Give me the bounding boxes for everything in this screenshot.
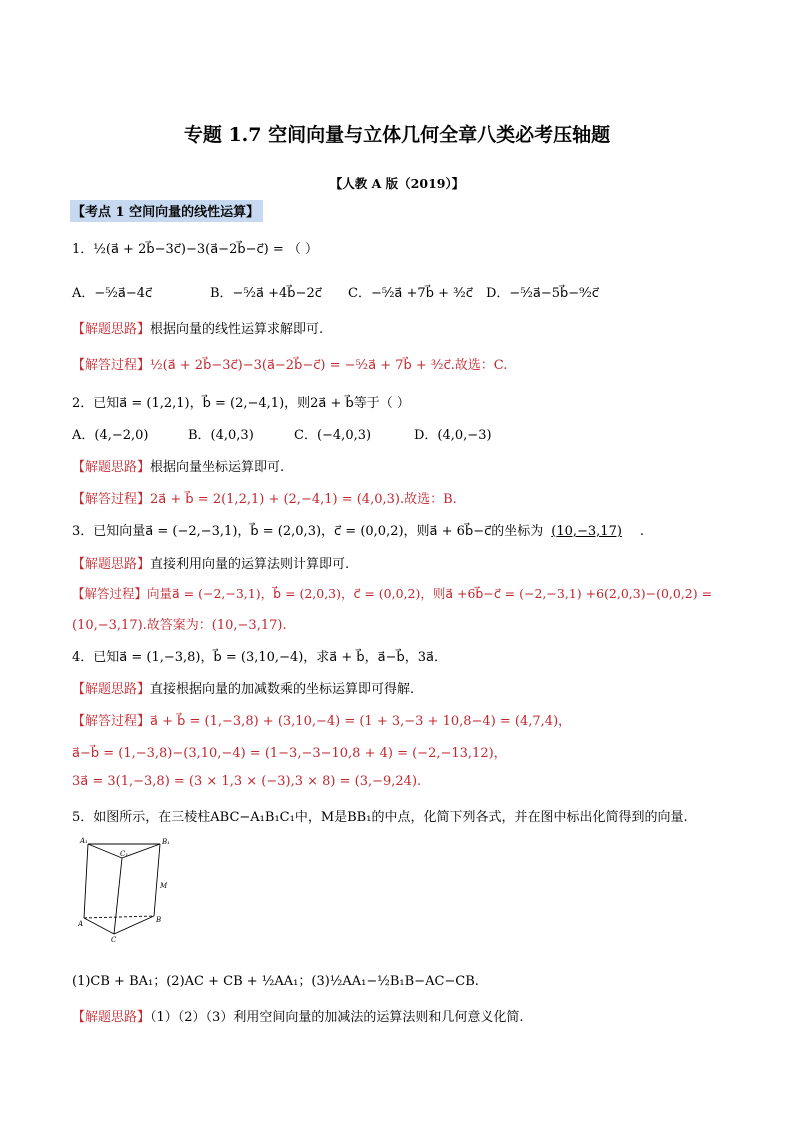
q3-stem-end: . <box>639 524 645 539</box>
q1-option-c: C．−⁵⁄₂a⃗ +7b⃗ + ³⁄₂c⃗ <box>348 286 473 301</box>
q3-process-line1 <box>72 584 712 602</box>
q2-option-b: B．(4,0,3) <box>188 428 254 443</box>
q2-option-c: C．(−4,0,3) <box>294 428 372 443</box>
label-b: B <box>156 916 162 924</box>
label-a: A <box>78 920 84 928</box>
idea-tag: 【解题思路】 <box>72 460 151 475</box>
idea-text: （1）（2）（3）利用空间向量的加减法的运算法则和几何意义化简. <box>150 1010 524 1025</box>
idea-text: 根据向量的线性运算求解即可. <box>150 322 324 337</box>
idea-tag: 【解题思路】 <box>72 322 151 337</box>
q1-idea <box>72 318 323 337</box>
edge-a1a <box>84 844 88 918</box>
idea-text: 直接根据向量的加减数乘的坐标运算即可得解. <box>150 682 415 697</box>
edge-b1b <box>154 844 160 916</box>
idea-tag: 【解题思路】 <box>72 682 151 697</box>
q4-idea <box>72 678 414 697</box>
q2-option-a: A．(4,−2,0) <box>72 428 149 443</box>
q2-idea <box>72 456 284 475</box>
section-heading: 【考点 1 空间向量的线性运算】 <box>70 200 263 222</box>
edge-a1c1 <box>88 844 122 858</box>
q4-process-line1 <box>72 710 571 729</box>
label-m: M <box>160 882 168 890</box>
edge-ac <box>84 918 114 934</box>
q5-expressions: (1)CB + BA₁；(2)AC + CB + ½AA₁；(3)½AA₁−½B₁B−AC−CB. <box>72 974 479 989</box>
q3-stem-text: 3．已知向量a⃗ = (−2,−3,1)，b⃗ = (2,0,3)，c⃗ = (0,0,2)，则a⃗ + 6b⃗−c⃗的坐标为 <box>72 524 544 539</box>
process-tag: 【解答过程】 <box>72 358 151 373</box>
edge-cb <box>114 916 154 934</box>
q2-option-d: D．(4,0,−3) <box>414 428 492 443</box>
q1-option-d: D．−⁵⁄₂a⃗−5b⃗−⁹⁄₂c⃗ <box>486 286 599 301</box>
q3-answer-blank: (10,−3,17) <box>551 524 622 539</box>
q2-stem: 2．已知a⃗ = (1,2,1)，b⃗ = (2,−4,1)，则2a⃗ + b⃗等于（ ） <box>72 396 410 411</box>
q1-process <box>72 354 507 373</box>
edge-c1c <box>114 858 122 934</box>
edge-ab-hidden <box>84 916 154 918</box>
q2-process <box>72 488 457 507</box>
q1-stem: 1．½(a⃗ + 2b⃗−3c⃗)−3(a⃗−2b⃗−c⃗) = （ ） <box>72 242 318 257</box>
edition-label: 【人教 A 版（2019）】 <box>329 176 465 191</box>
q1-option-b: B．−⁵⁄₂a⃗ +4b⃗−2c⃗ <box>210 286 322 301</box>
label-a1: A₁ <box>80 837 88 845</box>
process-text: 向量a⃗ = (−2,−3,1)，b⃗ = (2,0,3)，c⃗ = (0,0,2)，则a⃗ +6b⃗−c⃗ = (−2,−3,1) +6(2,0,3)−(0,0,2) = <box>147 586 713 601</box>
q4-stem: 4．已知a⃗ = (1,−3,8)，b⃗ = (3,10,−4)，求a⃗ + b⃗，a⃗−b⃗，3a⃗． <box>72 650 448 665</box>
q3-process-line2: (10,−3,17).故答案为：(10,−3,17). <box>72 618 287 633</box>
q4-process-line2: a⃗−b⃗ = (1,−3,8)−(3,10,−4) = (1−3,−3−10,8 + 4) = (−2,−13,12)， <box>72 746 507 761</box>
idea-text: 直接利用向量的运算法则计算即可. <box>150 557 350 572</box>
label-c: C <box>111 936 117 944</box>
idea-tag: 【解题思路】 <box>72 1010 151 1025</box>
process-text: 2a⃗ + b⃗ = 2(1,2,1) + (2,−4,1) = (4,0,3).故选：B. <box>150 492 457 507</box>
q5-idea <box>72 1006 523 1025</box>
q5-stem: 5．如图所示，在三棱柱ABC−A₁B₁C₁中，M是BB₁的中点，化简下列各式，并在图中标出化简得到的向量. <box>72 810 688 825</box>
process-tag: 【解答过程】 <box>72 714 151 729</box>
idea-tag: 【解题思路】 <box>72 557 151 572</box>
q3-stem <box>72 520 644 539</box>
prism-figure <box>78 836 188 946</box>
process-text: a⃗ + b⃗ = (1,−3,8) + (3,10,−4) = (1 + 3,−3 + 10,8−4) = (4,7,4)， <box>150 714 572 729</box>
q4-process-line3: 3a⃗ = 3(1,−3,8) = (3 × 1,3 × (−3),3 × 8) = (3,−9,24). <box>72 774 422 789</box>
page-title: 专题 1.7 空间向量与立体几何全章八类必考压轴题 <box>183 124 611 146</box>
process-tag: 【解答过程】 <box>72 492 151 507</box>
idea-text: 根据向量坐标运算即可. <box>150 460 285 475</box>
label-b1: B₁ <box>162 838 170 846</box>
process-text: ½(a⃗ + 2b⃗−3c⃗)−3(a⃗−2b⃗−c⃗) = −⁵⁄₂a⃗ + 7b⃗ + ³⁄₂c⃗.故选：C. <box>150 358 508 373</box>
q3-idea <box>72 553 349 572</box>
q1-option-a: A．−⁵⁄₂a⃗−4c⃗ <box>72 286 153 301</box>
process-tag: 【解答过程】 <box>72 586 148 601</box>
label-c1: C₁ <box>120 850 129 858</box>
